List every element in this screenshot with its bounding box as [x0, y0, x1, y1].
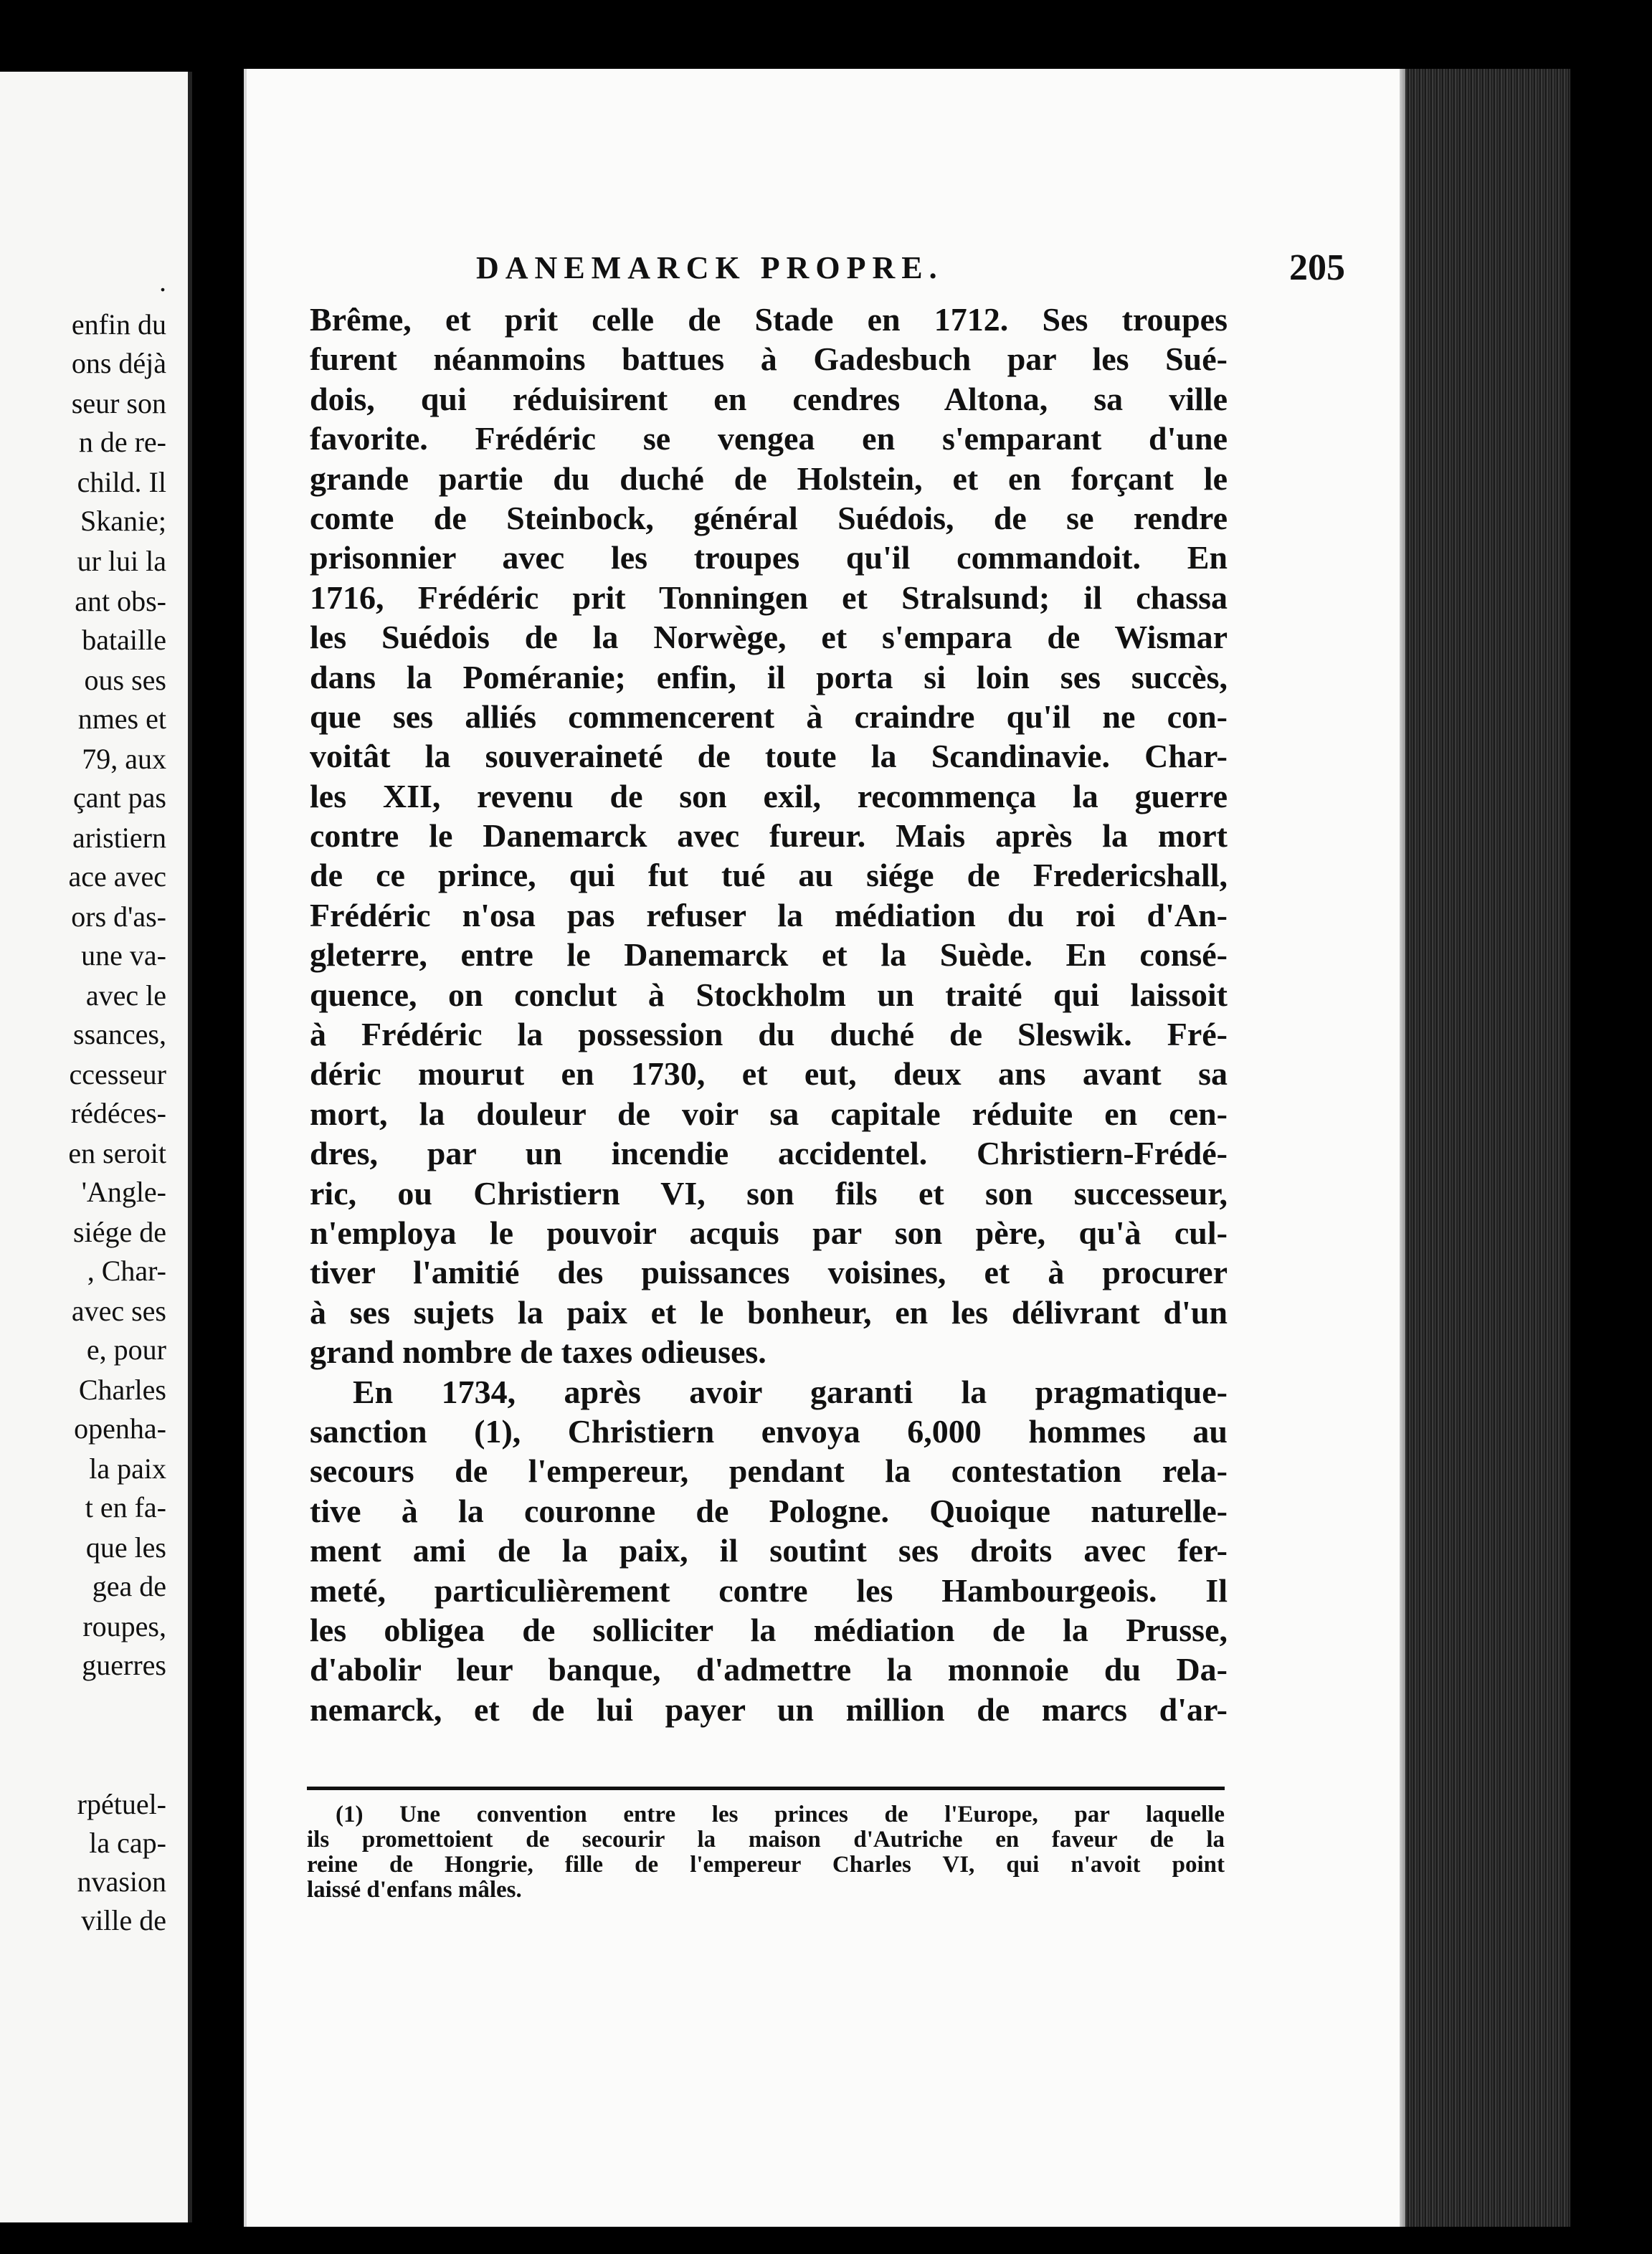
- fragment-line: openha-: [74, 1412, 166, 1445]
- footnote-line: reine de Hongrie, fille de l'empereur Charles VI, qui n'avoit point: [307, 1852, 1225, 1878]
- fragment-line: la cap-: [89, 1827, 166, 1859]
- previous-page-fragment: [0, 72, 192, 2222]
- text-line: dois, qui réduisirent en cendres Altona, sa ville: [310, 380, 1228, 417]
- fragment-line: ous ses: [84, 664, 166, 696]
- footnote-line: laissé d'enfans mâles.: [307, 1877, 522, 1903]
- text-line: dres, par un incendie accidentel. Christiern-Frédé-: [310, 1135, 1228, 1172]
- fragment-line: Charles: [78, 1374, 166, 1406]
- fragment-line: çant pas: [73, 781, 166, 814]
- fragment-line: enfin du: [71, 308, 166, 341]
- fragment-line: nvasion: [77, 1865, 166, 1898]
- fragment-line: bataille: [82, 624, 166, 656]
- text-line: 1716, Frédéric prit Tonningen et Stralsund; il chassa: [310, 579, 1228, 616]
- text-line: ric, ou Christiern VI, son fils et son successeur,: [310, 1174, 1228, 1212]
- footnote-line: (1) Une convention entre les princes de l'Europe, par laquelle: [336, 1802, 1225, 1827]
- fragment-line: la paix: [89, 1452, 166, 1485]
- fragment-line: ville de: [81, 1904, 166, 1936]
- text-line: favorite. Frédéric se vengea en s'emparant d'une: [310, 420, 1228, 457]
- fragment-line: ace avec: [68, 860, 166, 893]
- fragment-line: guerres: [82, 1649, 166, 1681]
- fragment-line: e, pour: [86, 1333, 166, 1366]
- text-line: comte de Steinbock, général Suédois, de se rendre: [310, 499, 1228, 536]
- text-line: meté, particulièrement contre les Hambourgeois. Il: [310, 1571, 1228, 1609]
- text-line: contre le Danemarck avec fureur. Mais après la mort: [310, 817, 1228, 855]
- fragment-line: que les: [85, 1531, 166, 1564]
- fragment-line: ons déjà: [71, 347, 166, 379]
- text-line: grande partie du duché de Holstein, et en forçant le: [310, 460, 1228, 497]
- fragment-line: seur son: [71, 387, 166, 419]
- text-line: sanction (1), Christiern envoya 6,000 hommes au: [310, 1412, 1228, 1450]
- fragment-line: Skanie;: [80, 505, 166, 537]
- text-line: d'abolir leur banque, d'admettre la monnoie du Da-: [310, 1651, 1228, 1688]
- footnote: [307, 1802, 1225, 1903]
- fragment-line: 79, aux: [82, 743, 166, 775]
- book-fore-edge: [1405, 69, 1570, 2227]
- text-line: que ses alliés commencerent à craindre qu'il ne con-: [310, 698, 1228, 735]
- text-line: les obligea de solliciter la médiation de la Prusse,: [310, 1611, 1228, 1648]
- fragment-line: child. Il: [77, 466, 166, 498]
- text-line: prisonnier avec les troupes qu'il commandoit. En: [310, 539, 1228, 576]
- text-line: quence, on conclut à Stockholm un traité qui laissoit: [310, 976, 1228, 1013]
- body-text: [310, 300, 1228, 1729]
- fragment-line: en seroit: [68, 1137, 166, 1169]
- text-line: furent néanmoins battues à Gadesbuch par les Sué-: [310, 341, 1228, 378]
- fragment-line: avec le: [85, 979, 166, 1012]
- fragment-line: aristiern: [72, 822, 166, 854]
- fragment-line: ant obs-: [75, 585, 166, 617]
- text-line: En 1734, après avoir garanti la pragmatique-: [353, 1373, 1228, 1410]
- fragment-line: nmes et: [77, 703, 166, 735]
- text-line: nemarck, et de lui payer un million de marcs d'ar-: [310, 1690, 1228, 1728]
- fragment-line: roupes,: [82, 1610, 166, 1642]
- fragment-line: avec ses: [71, 1295, 166, 1327]
- fragment-line: rpétuel-: [77, 1788, 166, 1820]
- page-number: 205: [1289, 247, 1345, 288]
- text-line: dans la Poméranie; enfin, il porta si loin ses succès,: [310, 658, 1228, 695]
- fragment-line: siége de: [73, 1216, 166, 1248]
- text-line: à ses sujets la paix et le bonheur, en les délivrant d'un: [310, 1293, 1228, 1331]
- fragment-line: t en fa-: [85, 1491, 166, 1523]
- text-line: Frédéric n'osa pas refuser la médiation du roi d'An-: [310, 896, 1228, 933]
- fragment-line: ccesseur: [69, 1058, 166, 1090]
- fragment-line: , Char-: [87, 1255, 166, 1287]
- fragment-line: rédéces-: [70, 1097, 166, 1129]
- footnote-divider: [307, 1787, 1225, 1790]
- fragment-line: 'Angle-: [81, 1176, 166, 1208]
- running-title: DANEMARCK PROPRE.: [476, 250, 944, 285]
- fragment-line: ssances,: [73, 1018, 166, 1050]
- text-line: mort, la douleur de voir sa capitale réduite en cen-: [310, 1095, 1228, 1132]
- fragment-line: une va-: [81, 939, 166, 971]
- fragment-line: ur lui la: [77, 545, 166, 577]
- book-page: [244, 69, 1402, 2227]
- text-line: n'employa le pouvoir acquis par son père, qu'à cul-: [310, 1214, 1228, 1251]
- text-line: Brême, et prit celle de Stade en 1712. Ses troupes: [310, 301, 1228, 338]
- text-line: gleterre, entre le Danemarck et la Suède. En consé-: [310, 936, 1228, 974]
- running-head: [247, 245, 1402, 295]
- fragment-line: n de re-: [78, 426, 166, 458]
- text-line: de ce prince, qui fut tué au siége de Fredericshall,: [310, 857, 1228, 894]
- text-line: ment ami de la paix, il soutint ses droits avec fer-: [310, 1532, 1228, 1569]
- fragment-line: .: [159, 265, 166, 298]
- text-line: déric mourut en 1730, et eut, deux ans avant sa: [310, 1055, 1228, 1093]
- text-line: voitât la souveraineté de toute la Scandinavie. Char-: [310, 738, 1228, 775]
- text-line: à Frédéric la possession du duché de Sleswik. Fré-: [310, 1016, 1228, 1053]
- text-line: tive à la couronne de Pologne. Quoique naturelle-: [310, 1492, 1228, 1529]
- fragment-line: gea de: [92, 1570, 166, 1602]
- text-line: secours de l'empereur, pendant la contestation rela-: [310, 1452, 1228, 1490]
- footnote-line: ils promettoient de secourir la maison d'Autriche en faveur de la: [307, 1827, 1225, 1853]
- text-line: grand nombre de taxes odieuses.: [310, 1333, 766, 1371]
- text-line: tiver l'amitié des puissances voisines, et à procurer: [310, 1254, 1228, 1291]
- text-line: les Suédois de la Norwège, et s'empara de Wismar: [310, 619, 1228, 656]
- fragment-line: ors d'as-: [71, 900, 166, 933]
- text-line: les XII, revenu de son exil, recommença la guerre: [310, 777, 1228, 814]
